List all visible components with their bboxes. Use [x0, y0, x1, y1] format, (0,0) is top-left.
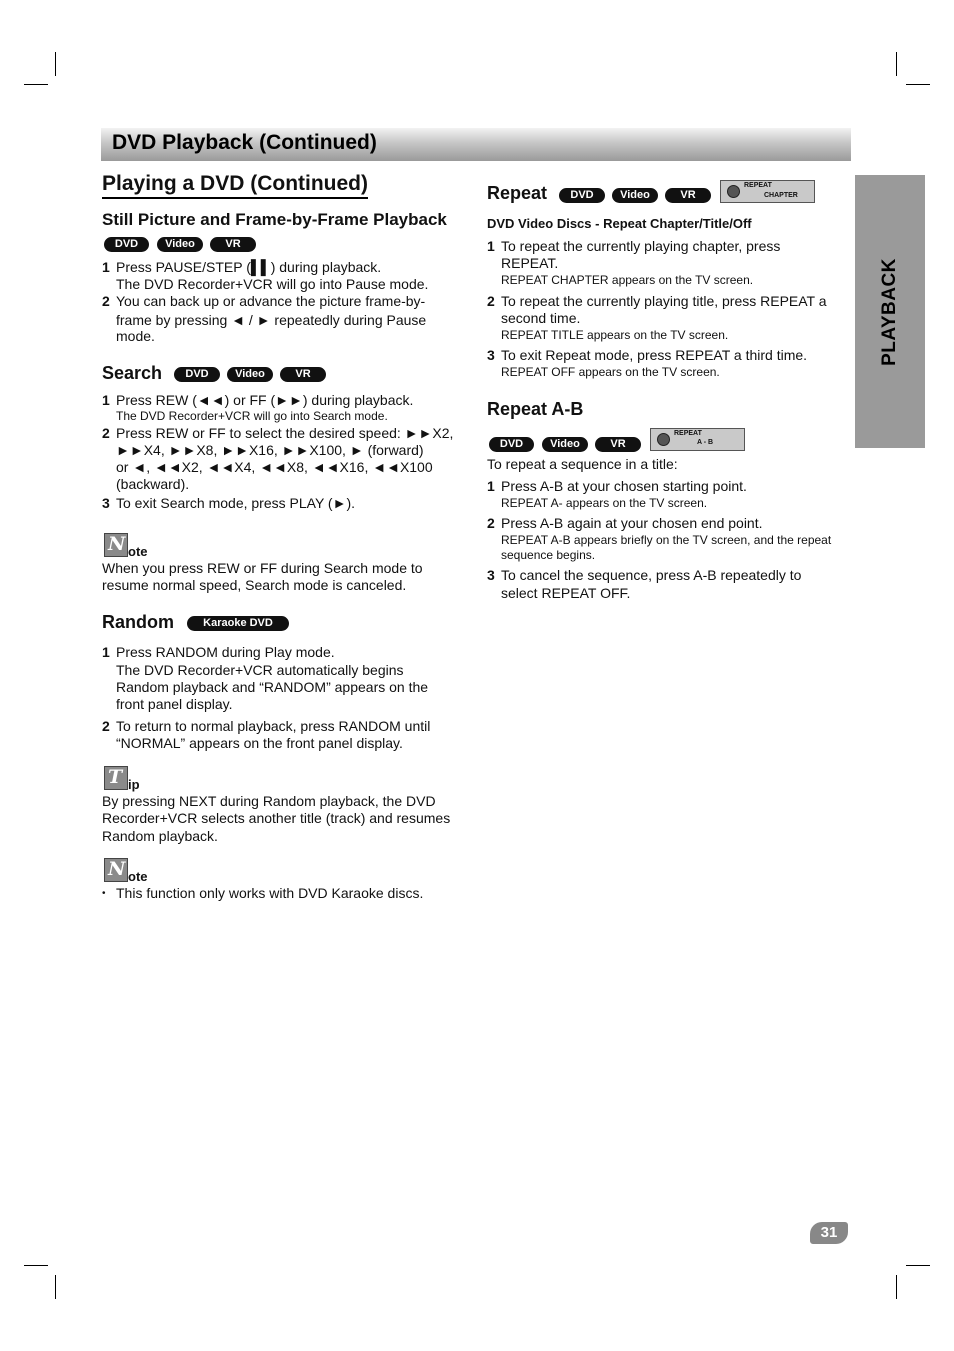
badge-vr: VR [595, 437, 641, 452]
note-icon: N [104, 858, 128, 882]
step-number: 3 [487, 567, 495, 583]
step-text: The DVD Recorder+VCR automatically begins [116, 662, 404, 678]
step-subtext: sequence begins. [501, 548, 596, 562]
step-text: “NORMAL” appears on the front panel display. [116, 735, 403, 751]
still-heading: Still Picture and Frame-by-Frame Playback [102, 210, 447, 229]
badge-karaoke-dvd: Karaoke DVD [187, 616, 289, 631]
disc-icon [727, 185, 740, 198]
badge-video: Video [542, 437, 588, 452]
step-number: 2 [102, 425, 110, 441]
step-number: 3 [487, 347, 495, 363]
badge-vr: VR [210, 237, 256, 252]
section-title-bar [101, 128, 851, 161]
step-text: Random playback and “RANDOM” appears on the [116, 679, 429, 695]
step-text: To repeat the currently playing chapter, press [501, 238, 781, 254]
step-text: The DVD Recorder+VCR will go into Pause mode. [116, 276, 429, 292]
crop-mark [24, 84, 48, 85]
step-number: 1 [102, 644, 110, 660]
crop-mark [55, 1275, 56, 1299]
step-text: Press REW (◄◄) or FF (►►) during playback. [116, 392, 414, 408]
step-text: select REPEAT OFF. [501, 585, 631, 601]
page-number-badge [810, 1222, 848, 1244]
page-number: 31 [820, 1224, 838, 1241]
intro-text: To repeat a sequence in a title: [487, 456, 678, 472]
badge-dvd: DVD [489, 437, 534, 452]
step-text: ►►X4, ►►X8, ►►X16, ►►X100, ► (forward) [116, 442, 424, 458]
step-text: or ◄, ◄◄X2, ◄◄X4, ◄◄X8, ◄◄X16, ◄◄X100 [116, 459, 433, 475]
repeat-subheading: DVD Video Discs - Repeat Chapter/Title/Off [487, 216, 752, 231]
step-number: 1 [102, 259, 110, 275]
step-text: Press A-B at your chosen starting point. [501, 478, 747, 494]
step-number: 2 [102, 293, 110, 309]
step-text: mode. [116, 328, 155, 344]
step-subtext: REPEAT A- appears on the TV screen. [501, 496, 708, 510]
step-text: To repeat the currently playing title, press REPEAT a [501, 293, 827, 309]
step-text: (backward). [116, 476, 190, 492]
osd-line: CHAPTER [764, 192, 798, 199]
repeat-ab-osd [650, 428, 745, 451]
step-number: 1 [102, 392, 110, 408]
note-text: This function only works with DVD Karaoke discs. [116, 885, 424, 901]
step-subtext: REPEAT A-B appears briefly on the TV screen, and the repeat [501, 533, 832, 547]
step-text: To exit Search mode, press PLAY (►). [116, 495, 355, 511]
chapter-side-tab [855, 175, 925, 448]
step-text: frame by pressing ◄ / ► repeatedly during Pause [116, 312, 427, 328]
tip-icon: T [104, 766, 128, 790]
step-subtext: REPEAT CHAPTER appears on the TV screen. [501, 273, 754, 287]
note-icon: N [104, 533, 128, 557]
step-number: 1 [487, 238, 495, 254]
step-text: Press PAUSE/STEP (▌▌) during playback. [116, 259, 382, 275]
badge-video: Video [157, 237, 203, 252]
note-text: resume normal speed, Search mode is canceled. [102, 577, 407, 593]
step-text: second time. [501, 310, 581, 326]
badge-video: Video [612, 188, 658, 203]
main-heading: Playing a DVD (Continued) [102, 172, 368, 199]
repeat-heading: Repeat [487, 183, 548, 203]
step-text: Press RANDOM during Play mode. [116, 644, 335, 660]
side-tab-label: PLAYBACK [879, 257, 900, 366]
tip-text: Random playback. [102, 828, 218, 844]
step-text: REPEAT. [501, 255, 559, 271]
tip-text: Recorder+VCR selects another title (track) and resumes [102, 810, 451, 826]
step-text: front panel display. [116, 696, 233, 712]
badge-vr: VR [280, 367, 326, 382]
search-heading: Search [102, 363, 163, 383]
osd-line: REPEAT [744, 182, 772, 189]
section-title: DVD Playback (Continued) [112, 131, 377, 154]
crop-mark [906, 1265, 930, 1266]
step-number: 2 [102, 718, 110, 734]
crop-mark [24, 1265, 48, 1266]
step-text: To exit Repeat mode, press REPEAT a third time. [501, 347, 808, 363]
badge-video: Video [227, 367, 273, 382]
step-number: 2 [487, 515, 495, 531]
step-subtext: REPEAT OFF appears on the TV screen. [501, 365, 720, 379]
note-label: ote [128, 544, 148, 559]
step-subtext: The DVD Recorder+VCR will go into Search mode. [116, 409, 388, 423]
badge-dvd: DVD [174, 367, 220, 382]
bullet: • [102, 888, 106, 899]
note-label: ote [128, 869, 148, 884]
disc-icon [657, 433, 670, 446]
badge-vr: VR [665, 188, 711, 203]
osd-line: REPEAT [674, 430, 702, 437]
crop-mark [55, 52, 56, 76]
note-text: When you press REW or FF during Search mode to [102, 560, 423, 576]
step-text: Press A-B again at your chosen end point. [501, 515, 763, 531]
osd-line: A - B [697, 439, 714, 446]
repeat-ab-heading: Repeat A-B [487, 399, 584, 419]
crop-mark [896, 1275, 897, 1299]
step-text: You can back up or advance the picture frame-by- [116, 293, 426, 309]
repeat-chapter-osd [720, 180, 815, 203]
step-number: 2 [487, 293, 495, 309]
step-number: 1 [487, 478, 495, 494]
crop-mark [906, 84, 930, 85]
tip-text: By pressing NEXT during Random playback, the DVD [102, 793, 436, 809]
badge-dvd: DVD [104, 237, 149, 252]
badge-dvd: DVD [559, 188, 605, 203]
crop-mark [896, 52, 897, 76]
step-subtext: REPEAT TITLE appears on the TV screen. [501, 328, 729, 342]
step-text: Press REW or FF to select the desired speed: ►►X2, [116, 425, 454, 441]
tip-label: ip [128, 777, 140, 792]
step-text: To return to normal playback, press RANDOM until [116, 718, 431, 734]
step-text: To cancel the sequence, press A-B repeatedly to [501, 567, 802, 583]
random-heading: Random [102, 612, 174, 632]
step-number: 3 [102, 495, 110, 511]
